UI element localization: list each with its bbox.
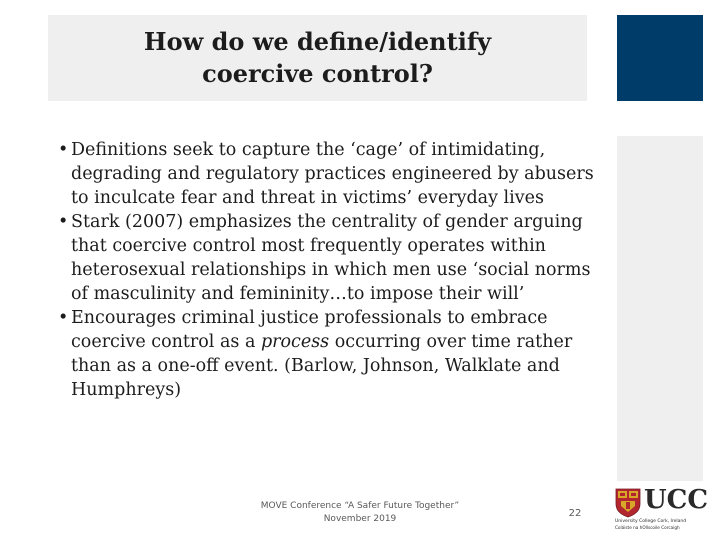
title-box	[48, 15, 587, 101]
bullet-dot: •	[58, 308, 69, 328]
accent-panel-gray	[617, 136, 703, 481]
bullet-dot: •	[58, 140, 69, 160]
bullet-text: Definitions seek to capture the ‘cage’ of intimidating, degrading and regulatory practices engineered by abusers to inculcate fear and threat in victims’ everyday lives	[71, 140, 594, 208]
bullet-item	[56, 138, 596, 210]
logo-subtitle-1: University College Cork, Ireland	[615, 519, 687, 524]
slide-title-line-1: How do we define/identify	[143, 27, 492, 56]
footer-conference: MOVE Conference “A Safer Future Together”	[260, 501, 460, 511]
bullet-text: Stark (2007) emphasizes the centrality of gender arguing that coercive control most frequently operates within heterosexual relationships in which men use ‘social norms of masculinity and femininity…to impose their will’	[71, 212, 591, 304]
bullet-item	[56, 210, 596, 306]
footer-date: November 2019	[323, 514, 397, 524]
footer	[250, 500, 470, 526]
bullet-dot: •	[58, 212, 69, 232]
logo-wordmark: UCC	[644, 485, 709, 515]
slide-title-line-2: coercive control?	[202, 59, 433, 88]
accent-block-blue	[617, 15, 703, 101]
bullet-text-emphasis: process	[260, 332, 330, 352]
bullet-list	[56, 138, 596, 402]
bullet-text: occurring over time rather than as a one-off event. (Barlow, Johnson, Walklate and Humphreys)	[71, 332, 573, 400]
ucc-logo	[615, 485, 715, 532]
page-number: 22	[568, 508, 582, 519]
logo-subtitle-2: Coláiste na hOllscoile Corcaigh	[615, 525, 680, 530]
bullet-item	[56, 306, 596, 402]
crest-icon	[615, 488, 641, 518]
slide-title	[144, 26, 491, 90]
bullet-text: Encourages criminal justice professionals to embrace coercive control as a	[71, 308, 548, 352]
